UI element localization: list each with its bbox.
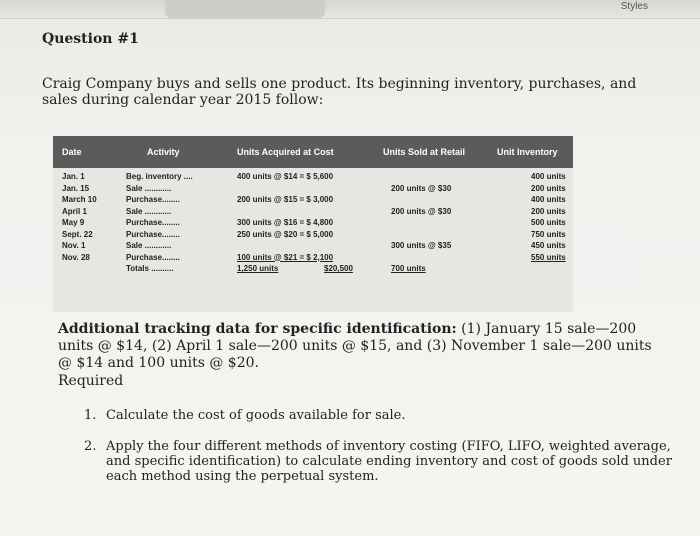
header-sold: Units Sold at Retail bbox=[383, 147, 466, 157]
table-header bbox=[53, 136, 573, 168]
table-row bbox=[53, 207, 573, 219]
table-row bbox=[53, 172, 573, 184]
header-date: Date bbox=[62, 147, 82, 157]
table-row bbox=[53, 195, 573, 207]
totals-acquired-units: 1,250 units bbox=[237, 264, 279, 273]
cell-acquired: 100 units @ $21 = $ 2,100 bbox=[237, 252, 334, 262]
cell-inventory: 500 units bbox=[531, 218, 566, 227]
cell-inventory: 200 units bbox=[531, 183, 566, 193]
cell-date: Nov. 28 bbox=[62, 252, 90, 262]
inventory-table bbox=[53, 136, 573, 312]
cell-inventory: 400 units bbox=[531, 195, 566, 204]
cell-date: March 10 bbox=[62, 195, 97, 204]
cell-acquired: 300 units @ $16 = $ 4,800 bbox=[237, 218, 334, 227]
cell-inventory: 550 units bbox=[531, 252, 566, 262]
cell-activity: Purchase........ bbox=[126, 252, 180, 262]
styles-label[interactable]: Styles bbox=[620, 1, 648, 12]
document-page bbox=[0, 18, 700, 536]
cell-date: Sept. 22 bbox=[62, 229, 93, 239]
cell-sold: 200 units @ $30 bbox=[391, 206, 452, 216]
cell-acquired: 250 units @ $20 = $ 5,000 bbox=[237, 229, 334, 239]
header-activity: Activity bbox=[147, 147, 180, 157]
list-text: Apply the four different methods of inventory costing (FIFO, LIFO, weighted average, and specific identification) to calculate ending inventory and cost of goods sold under each method using the perpetual system. bbox=[106, 439, 672, 484]
table-row bbox=[53, 253, 573, 265]
cell-activity: Sale ............ bbox=[126, 183, 172, 193]
cell-inventory: 750 units bbox=[531, 229, 566, 239]
cell-acquired: 200 units @ $15 = $ 3,000 bbox=[237, 195, 334, 204]
cell-activity: Purchase........ bbox=[126, 218, 180, 227]
intro-paragraph: Craig Company buys and sells one product. Its beginning inventory, purchases, and sales during calendar year 2015 follow: bbox=[42, 76, 637, 108]
additional-tracking-heading: Additional tracking data for specific identification: bbox=[58, 321, 457, 337]
table-body bbox=[53, 172, 573, 276]
cell-sold: 300 units @ $35 bbox=[391, 241, 452, 250]
requirements-list bbox=[84, 408, 674, 500]
additional-tracking-text: (1) January 15 sale—200 units @ $14, (2) April 1 sale—200 units @ $15, and (3) November 1 sale—200 units @ $14 and 100 units @ $20. bbox=[58, 321, 652, 371]
additional-tracking-paragraph bbox=[58, 321, 670, 372]
header-inventory: Unit Inventory bbox=[497, 147, 558, 157]
cell-sold: 200 units @ $30 bbox=[391, 183, 452, 193]
ribbon-tab[interactable] bbox=[165, 0, 325, 18]
table-row bbox=[53, 218, 573, 230]
table-row bbox=[53, 230, 573, 242]
header-acquired: Units Acquired at Cost bbox=[237, 147, 334, 157]
cell-acquired: 400 units @ $14 = $ 5,600 bbox=[237, 172, 334, 181]
list-number: 2. bbox=[84, 439, 97, 454]
list-item bbox=[84, 408, 674, 423]
word-toolbar-strip bbox=[0, 0, 700, 19]
cell-date: Jan. 15 bbox=[62, 183, 90, 193]
totals-row bbox=[53, 264, 573, 276]
table-row bbox=[53, 241, 573, 253]
table-row bbox=[53, 184, 573, 196]
cell-activity: Purchase........ bbox=[126, 195, 180, 204]
cell-date: Jan. 1 bbox=[62, 172, 85, 181]
cell-activity: Purchase........ bbox=[126, 229, 180, 239]
question-title: Question #1 bbox=[42, 31, 139, 47]
cell-date: May 9 bbox=[62, 218, 85, 227]
totals-acquired-cost: $20,500 bbox=[324, 264, 353, 273]
cell-activity: Sale ............ bbox=[126, 241, 172, 250]
totals-label: Totals .......... bbox=[126, 264, 174, 273]
cell-activity: Sale ............ bbox=[126, 206, 172, 216]
cell-inventory: 200 units bbox=[531, 206, 566, 216]
list-text: Calculate the cost of goods available for sale. bbox=[106, 408, 406, 423]
totals-sold-units: 700 units bbox=[391, 264, 426, 273]
cell-date: Nov. 1 bbox=[62, 241, 86, 250]
cell-activity: Beg. inventory .... bbox=[126, 172, 193, 181]
cell-date: April 1 bbox=[62, 206, 87, 216]
list-item bbox=[84, 439, 674, 484]
cell-inventory: 450 units bbox=[531, 241, 566, 250]
list-number: 1. bbox=[84, 408, 97, 423]
cell-inventory: 400 units bbox=[531, 172, 566, 181]
required-heading: Required bbox=[58, 373, 124, 389]
